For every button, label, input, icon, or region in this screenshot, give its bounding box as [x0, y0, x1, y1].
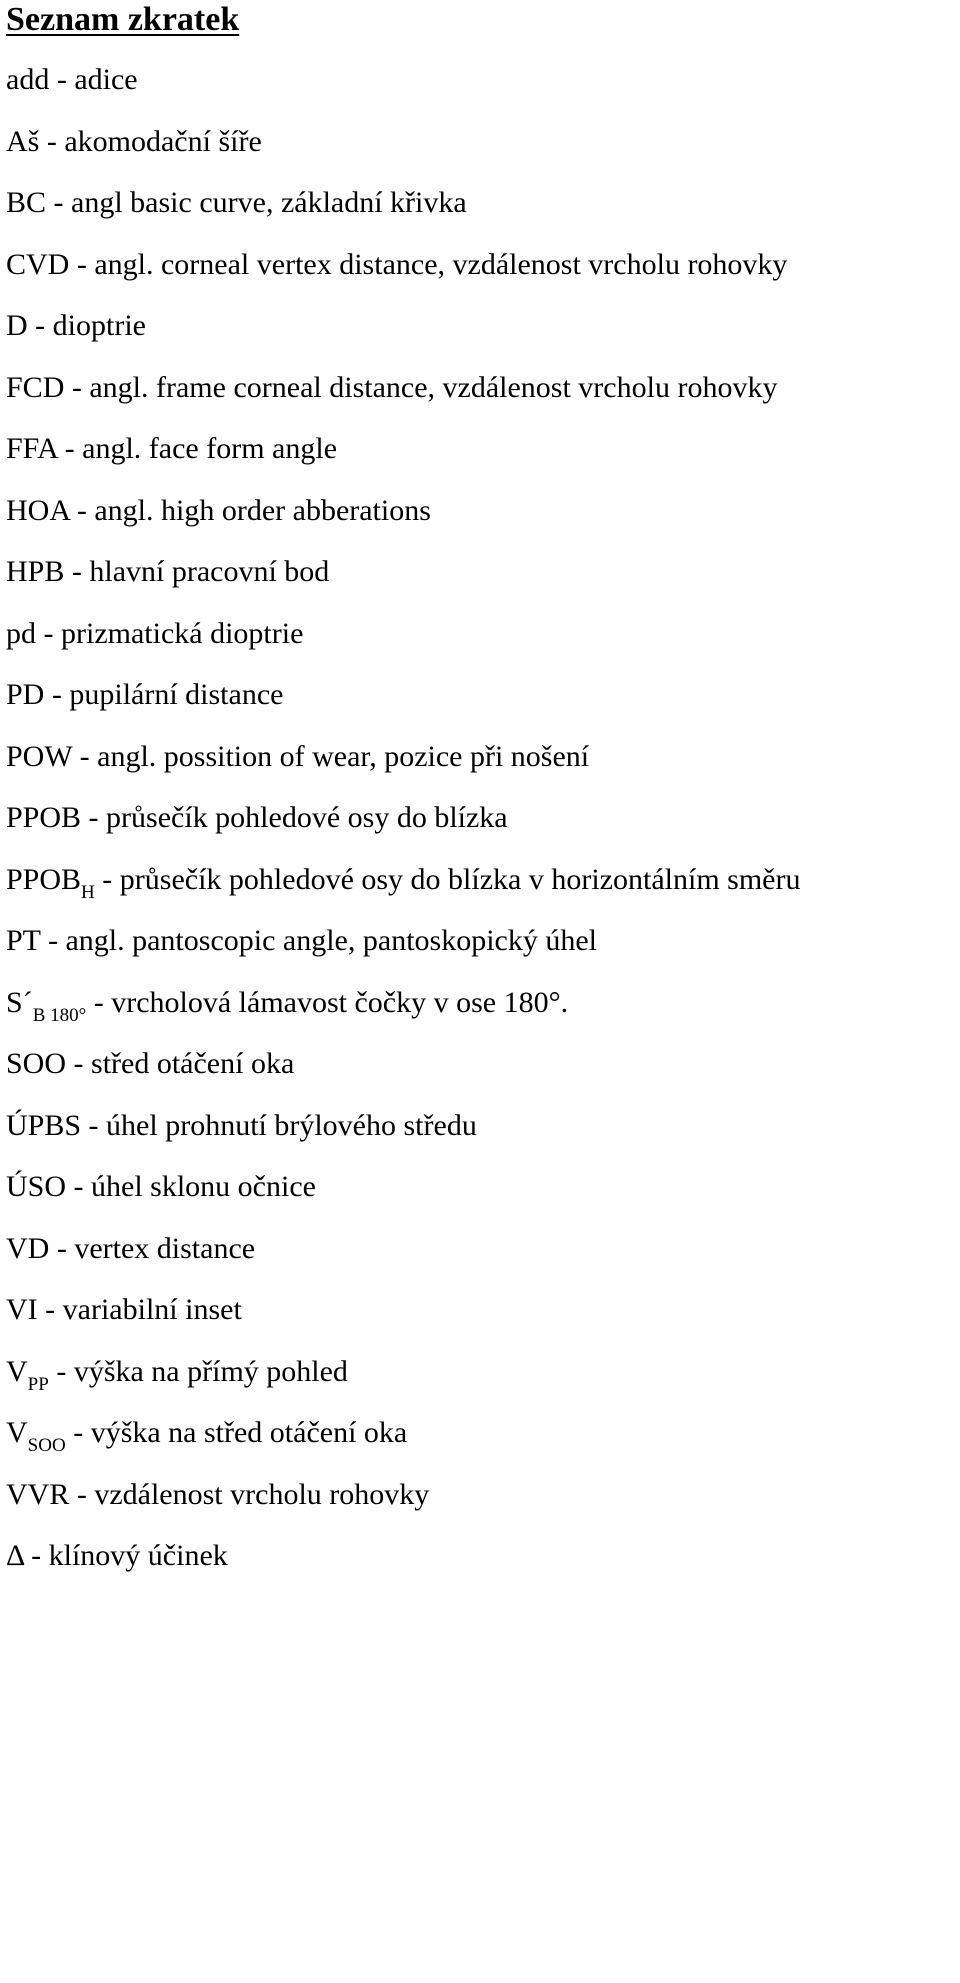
separator-dash: - [81, 801, 107, 834]
abbreviation-entry [6, 1415, 407, 1455]
definition: výška na střed otáčení oka [90, 1416, 408, 1449]
definition: úhel sklonu očnice [91, 1170, 316, 1203]
abbreviation-entry [6, 185, 467, 221]
separator-dash: - [44, 678, 70, 711]
separator-dash: - [49, 1231, 75, 1265]
separator-dash: - [46, 186, 72, 219]
abbreviation-subscript: H [81, 881, 95, 903]
abbreviation: V [6, 1416, 28, 1449]
definition: klínový účinek [48, 1539, 228, 1572]
definition: pupilární distance [69, 678, 284, 711]
abbreviation-entry [6, 923, 597, 959]
abbreviation: add [6, 63, 50, 96]
definition: vzdálenost vrcholu rohovky [94, 1477, 430, 1511]
abbreviation-subscript: PP [27, 1373, 49, 1395]
definition: hlavní pracovní bod [89, 555, 330, 588]
separator-dash: - [48, 1354, 74, 1388]
separator-dash: - [27, 309, 53, 342]
separator-dash: - [64, 555, 90, 588]
separator-dash: - [57, 432, 83, 465]
definition: akomodační šíře [64, 124, 262, 158]
abbreviation: SOO [6, 1047, 67, 1080]
abbreviation: HOA [6, 493, 70, 527]
abbreviation: FCD [6, 370, 65, 404]
abbreviation-entry [6, 1108, 477, 1144]
definition: adice [74, 63, 138, 96]
abbreviation: PD [6, 678, 45, 711]
abbreviation-entry [6, 1046, 294, 1082]
separator-dash: - [39, 124, 65, 158]
separator-dash: - [69, 493, 95, 527]
abbreviation-entry [6, 985, 568, 1025]
definition: průsečík pohledové osy do blízka [106, 801, 508, 834]
separator-dash: - [64, 370, 90, 404]
abbreviation: V [6, 1354, 28, 1388]
abbreviation-entry [6, 554, 329, 590]
abbreviation-entry [6, 370, 777, 406]
separator-dash: - [40, 924, 66, 957]
abbreviation-entry [6, 493, 431, 529]
abbreviation-entry [6, 862, 800, 902]
abbreviation-entry [6, 1538, 228, 1574]
page-title: Seznam zkratek [6, 1, 240, 38]
separator-dash: - [65, 1416, 91, 1449]
abbreviation-entry [6, 1292, 242, 1328]
abbreviation: Aš [6, 124, 40, 158]
definition: angl. frame corneal distance, vzdálenost vrcholu rohovky [89, 370, 778, 404]
separator-dash: - [49, 63, 75, 96]
definition: angl. possition of wear, pozice při nošení [97, 739, 590, 773]
abbreviation: Δ [6, 1539, 24, 1572]
separator-dash: - [36, 616, 61, 650]
abbreviation: CVD [6, 247, 70, 281]
abbreviation-entry [6, 739, 589, 775]
abbreviation-entry [6, 616, 303, 652]
abbreviation: ÚSO [6, 1170, 67, 1203]
definition: angl. high order abberations [94, 493, 431, 527]
definition: angl. face form angle [82, 432, 338, 465]
abbreviation: D [6, 309, 28, 342]
abbreviation: S´ [6, 985, 33, 1019]
abbreviation-entry [6, 800, 508, 836]
abbreviation: PT [6, 924, 41, 957]
separator-dash: - [23, 1539, 49, 1572]
separator-dash: - [69, 1477, 95, 1511]
separator-dash: - [37, 1293, 63, 1326]
definition: angl. corneal vertex distance, vzdálenost vrcholu rohovky [94, 247, 788, 281]
abbreviation-entry [6, 1354, 348, 1394]
abbreviation: VVR [6, 1477, 70, 1511]
abbreviation: PPOB [6, 801, 82, 834]
separator-dash: - [66, 1047, 92, 1080]
abbreviation-entry [6, 62, 138, 98]
abbreviation: BC [6, 186, 47, 219]
definition: dioptrie [52, 309, 146, 342]
definition: angl basic curve, základní křivka [71, 186, 467, 219]
separator-dash: - [94, 862, 120, 896]
abbreviation-entry [6, 308, 146, 344]
abbreviation: ÚPBS [6, 1108, 82, 1142]
abbreviation-subscript: B 180° [32, 1004, 87, 1026]
abbreviation: VI [6, 1293, 38, 1326]
abbreviation-entry [6, 1231, 255, 1267]
abbreviation: VD [6, 1231, 50, 1265]
abbreviation: PPOB [6, 862, 82, 896]
abbreviation-entry [6, 124, 262, 160]
definition: variabilní inset [62, 1293, 242, 1326]
separator-dash: - [69, 247, 95, 281]
definition: průsečík pohledové osy do blízka v horizontálním směru [119, 862, 801, 896]
abbreviation-entry [6, 247, 787, 283]
abbreviation: HPB [6, 555, 65, 588]
definition: vertex distance [74, 1231, 256, 1265]
definition: úhel prohnutí brýlového středu [106, 1108, 477, 1142]
separator-dash: - [81, 1108, 107, 1142]
abbreviation: pd [6, 616, 36, 650]
abbreviation: POW [6, 739, 73, 773]
abbreviation-entry [6, 431, 337, 467]
separator-dash: - [86, 985, 112, 1019]
definition: výška na přímý pohled [73, 1354, 348, 1388]
abbreviation-entry [6, 1169, 316, 1205]
separator-dash: - [72, 739, 98, 773]
definition: vrcholová lámavost čočky v ose 180°. [111, 985, 569, 1019]
abbreviation: FFA [6, 432, 58, 465]
abbreviation-entry [6, 1477, 429, 1513]
definition: angl. pantoscopic angle, pantoskopický úhel [65, 924, 598, 957]
separator-dash: - [66, 1170, 92, 1203]
abbreviation-subscript: SOO [27, 1435, 66, 1456]
definition: prizmatická dioptrie [61, 616, 304, 650]
abbreviation-entry [6, 677, 283, 713]
definition: střed otáčení oka [91, 1047, 295, 1080]
